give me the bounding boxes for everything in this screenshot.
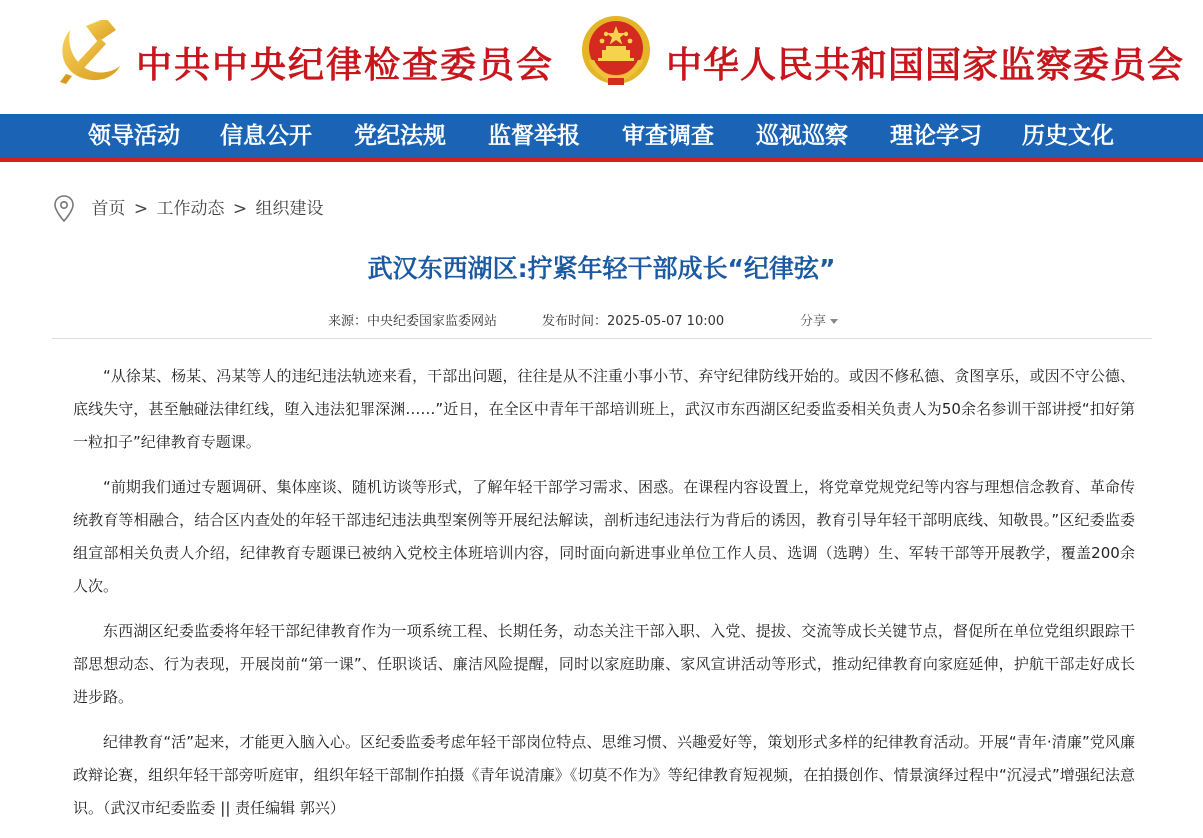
party-emblem-icon[interactable] [56, 20, 122, 86]
article-meta [0, 310, 1203, 330]
breadcrumb [52, 193, 324, 225]
location-pin-icon [52, 194, 76, 224]
nav-item-leadership[interactable]: 领导活动 [88, 122, 180, 149]
org-title-ccdi[interactable]: 中共中央纪律检查委员会 [136, 44, 555, 86]
org-title-nsc[interactable]: 中华人民共和国国家监察委员会 [666, 44, 1185, 86]
article-paragraph: 东西湖区纪委监委将年轻干部纪律教育作为一项系统工程、长期任务，动态关注干部入职、入党、提拔、交流等成长关键节点，督促所在单位党组织跟踪干部思想动态、行为表现，开展岗前“第一课”、任职谈话、廉洁风险提醒，同时以家庭助廉、家风宣讲活动等形式，推动纪律教育向家庭延伸，护航干部走好成长进步路。 [73, 622, 1135, 706]
nav-item-disclosure[interactable]: 信息公开 [220, 122, 312, 149]
breadcrumb-work-news[interactable]: 工作动态 [156, 199, 225, 219]
nav-item-history[interactable]: 历史文化 [1022, 122, 1114, 149]
article-source: 来源：中央纪委国家监委网站 [328, 314, 498, 329]
article-paragraph: 纪律教育“活”起来，才能更入脑入心。区纪委监委考虑年轻干部岗位特点、思维习惯、兴趣爱好等，策划形式多样的纪律教育活动。开展“青年·清廉”党风廉政辩论赛，组织年轻干部旁听庭审，组织年轻干部制作拍摄《青年说清廉》《切莫不作为》等纪律教育短视频，在拍摄创作、情景演绎过程中“沉浸式”增强纪法意识。（武汉市纪委监委 || 责任编辑 郭兴） [73, 733, 1135, 817]
breadcrumb-home[interactable]: 首页 [91, 199, 126, 219]
share-dropdown[interactable] [800, 310, 838, 329]
article-publish-time: 发布时间：2025-05-07 10:00 [542, 314, 725, 329]
site-header [0, 0, 1203, 114]
divider [52, 338, 1152, 339]
main-nav [0, 114, 1203, 162]
breadcrumb-separator: > [133, 199, 149, 219]
nav-item-inspection[interactable]: 巡视巡察 [756, 122, 848, 149]
national-emblem-icon[interactable] [580, 14, 652, 88]
nav-item-theory[interactable]: 理论学习 [890, 122, 982, 149]
article-paragraph: “前期我们通过专题调研、集体座谈、随机访谈等形式，了解年轻干部学习需求、困惑。在课程内容设置上，将党章党规党纪等内容与理想信念教育、革命传统教育等相融合，结合区内查处的年轻干部违纪违法典型案例等开展纪法解读，剖析违纪违法行为背后的诱因，教育引导年轻干部明底线、知敬畏。”区纪委监委组宣部相关负责人介绍，纪律教育专题课已被纳入党校主体班培训内容，同时面向新进事业单位工作人员、选调（选聘）生、军转干部等开展教学，覆盖200余人次。 [73, 478, 1135, 595]
nav-item-investigation[interactable]: 审查调查 [622, 122, 714, 149]
chevron-down-icon [830, 319, 838, 324]
nav-item-report[interactable]: 监督举报 [488, 122, 580, 149]
share-label: 分享 [800, 314, 827, 329]
article-body [73, 360, 1135, 837]
breadcrumb-org-building[interactable]: 组织建设 [255, 199, 324, 219]
article-paragraph: “从徐某、杨某、冯某等人的违纪违法轨迹来看，干部出问题，往往是从不注重小事小节、弃守纪律防线开始的。或因不修私德、贪图享乐，或因不守公德、底线失守，甚至触碰法律红线，堕入违法犯罪深渊……”近日，在全区中青年干部培训班上，武汉市东西湖区纪委监委相关负责人为50余名参训干部讲授“扣好第一粒扣子”纪律教育专题课。 [73, 367, 1135, 451]
breadcrumb-separator: > [232, 199, 248, 219]
nav-item-regulations[interactable]: 党纪法规 [354, 122, 446, 149]
article-title: 武汉东西湖区:拧紧年轻干部成长“纪律弦” [367, 254, 836, 283]
